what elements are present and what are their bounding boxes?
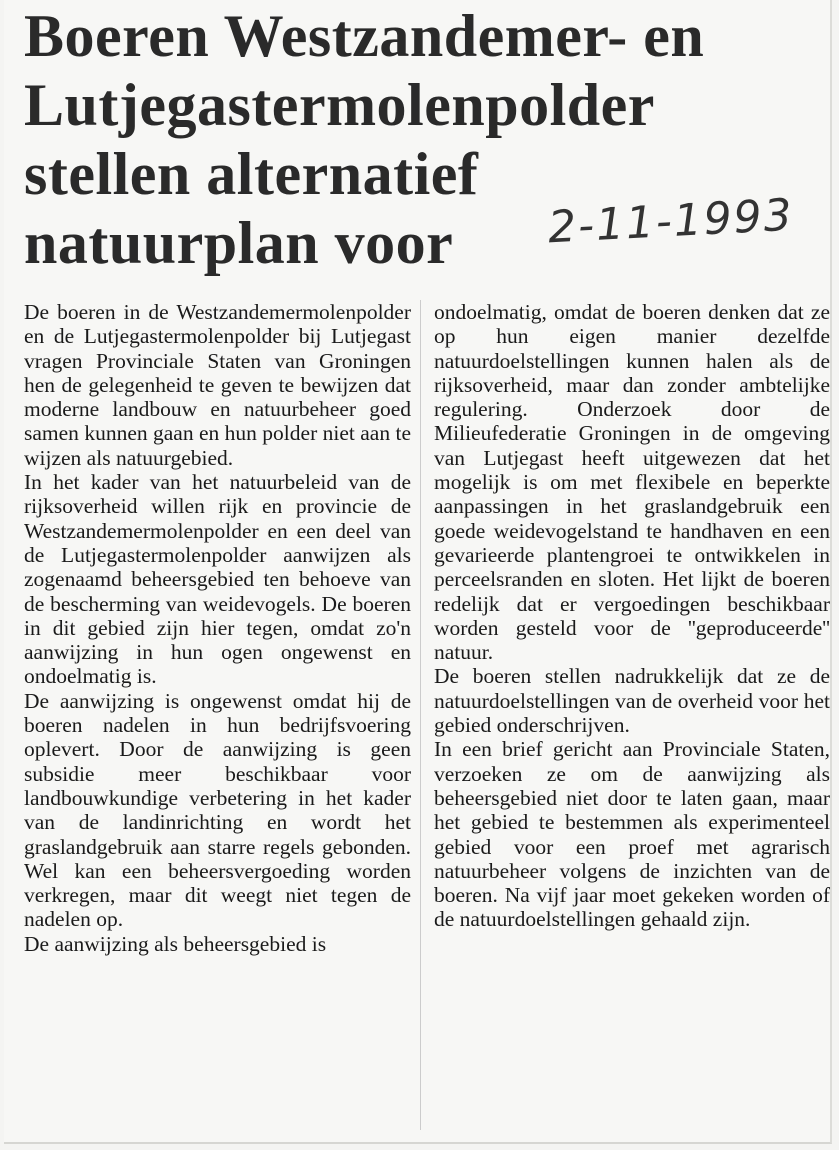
paragraph: De boeren in de Westzandemermolenpolder en de Lutjegastermolenpolder bij Lutjegast vragen Provinciale Staten van Groningen hen de gelegenheid te geven te bewijzen dat moderne landbouw en natuurbeheer goed samen kunnen gaan en hun polder niet aan te wijzen als natuurgebied.: [24, 300, 411, 470]
headline-line-1: Boeren Westzandemer- en: [24, 3, 705, 69]
handwritten-date: 2-11-1993: [546, 189, 795, 254]
headline-line-3: stellen alternatief: [24, 141, 479, 207]
paragraph: In het kader van het natuurbeleid van de rijksoverheid willen rijk en provincie de Westzandemermolenpolder en een deel van de Lutjegastermolenpolder aanwijzen als zogenaamd beheersgebied ten behoeve van de bescherming van weidevogels. De boeren in dit gebied zijn hier tegen, omdat zo'n aanwijzing in hun ogen ongewenst en ondoelmatig is.: [24, 470, 411, 689]
article-column-left: [24, 300, 411, 956]
paragraph: De boeren stellen nadrukkelijk dat ze de natuurdoelstellingen van de overheid voor het gebied onderschrijven.: [434, 664, 830, 738]
headline-line-4: natuurplan voor: [24, 210, 454, 276]
paragraph: De aanwijzing als beheersgebied is: [24, 931, 327, 956]
column-divider: [420, 300, 421, 1130]
headline-line-2: Lutjegastermolenpolder: [24, 72, 655, 138]
paragraph: In een brief gericht aan Provinciale Staten, verzoeken ze om de aanwijzing als beheersgebied niet door te laten gaan, maar het gebied te bestemmen als experimenteel gebied voor een proef met agrarisch natuurbeheer volgens de inzichten van de boeren. Na vijf jaar moet gekeken worden of de natuurdoelstellingen gehaald zijn.: [434, 737, 830, 932]
paragraph: De aanwijzing is ongewenst omdat hij de boeren nadelen in hun bedrijfsvoering oplevert. Door de aanwijzing is geen subsidie meer beschikbaar voor landbouwkundige verbetering in het kader van de landinrichting en wordt het graslandgebruik aan starre regels gebonden. Wel kan een beheersvergoeding worden verkregen, maar dit weegt niet tegen de nadelen op.: [24, 688, 411, 932]
paragraph: ondoelmatig, omdat de boeren denken dat ze op hun eigen manier dezelfde natuurdoelstellingen kunnen halen als de rijksoverheid, maar dan zonder ambtelijke regulering. Onderzoek door de Milieufederatie Groningen in de omgeving van Lutjegast heeft uitgewezen dat het mogelijk is om met flexibele en beperkte aanpassingen in het graslandgebruik een goede weidevogelstand te handhaven en een gevarieerde plantengroei te ontwikkelen in perceelsranden en sloten. Het lijkt de boeren redelijk dat er vergoedingen beschikbaar worden gesteld voor de ''geproduceerde'' natuur.: [434, 300, 830, 665]
article-column-right: [434, 300, 830, 932]
